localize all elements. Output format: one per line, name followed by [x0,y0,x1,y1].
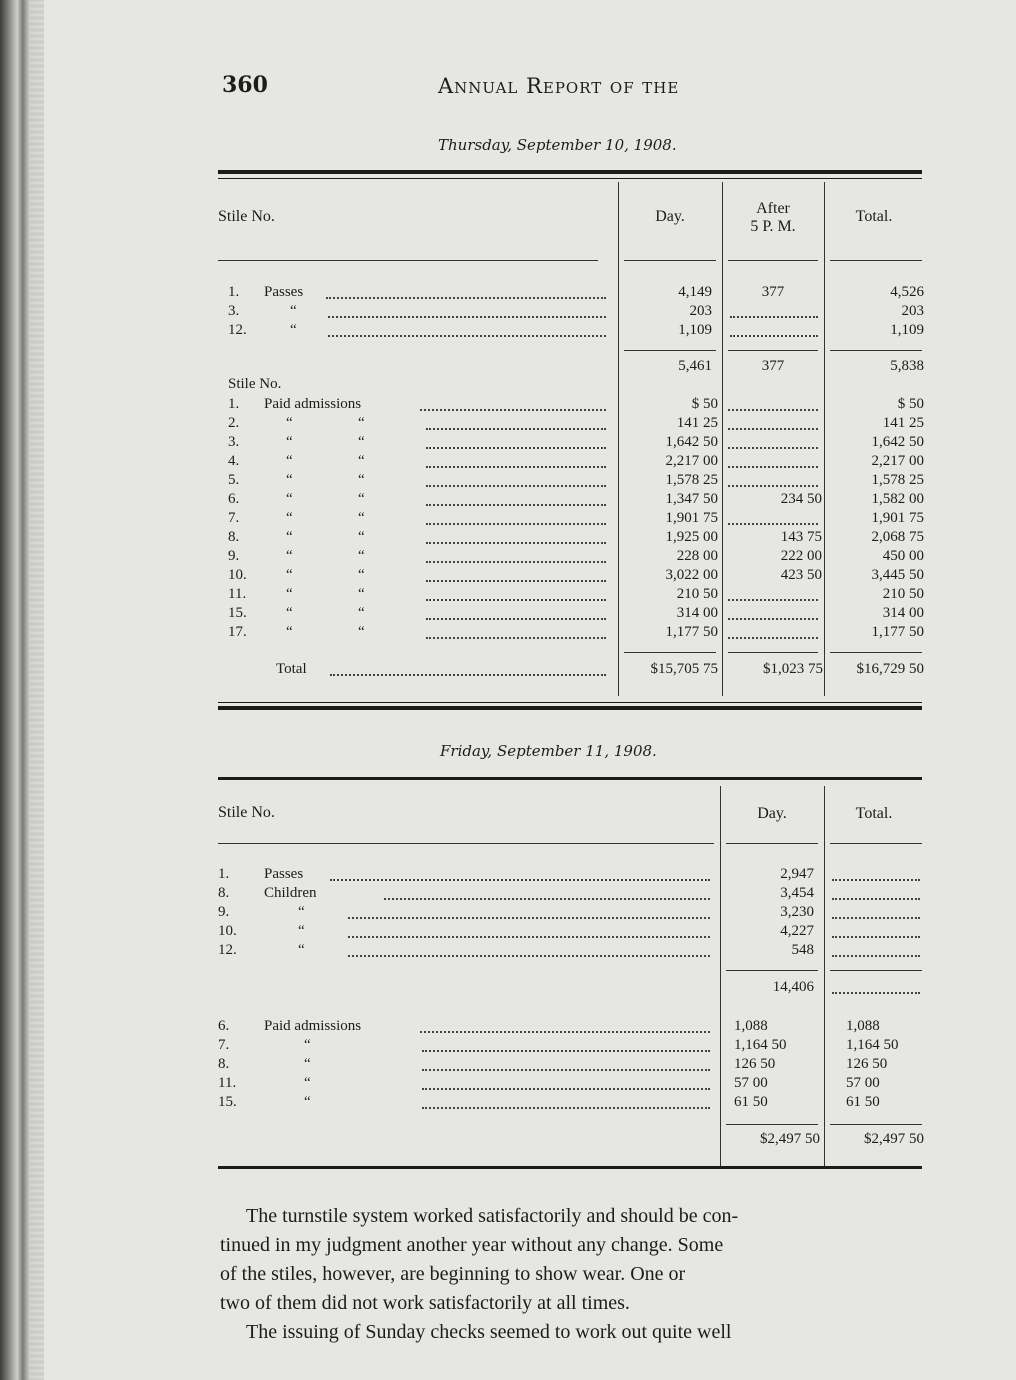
paragraph-line: two of them did not work satisfactorily at all times. [220,1292,630,1314]
thursday-header-total: Total. [855,208,893,225]
stile-number: 10. [218,923,237,939]
leader-dots [328,316,606,318]
friday-header-underline-total [830,843,922,844]
friday-header-day: Day. [757,805,787,822]
total-value: 141 25 [882,415,924,431]
ditto-mark: “ [286,586,293,602]
ditto-mark: “ [358,586,365,602]
day-value: 2,217 00 [665,453,718,469]
total-value: 450 00 [882,548,924,564]
leader-dots [420,1031,710,1033]
thursday-top-rule-thin [218,178,922,179]
thursday-header-underline-after [728,260,818,261]
day-value: 4,227 [780,923,814,939]
running-head: Annual Report of the [438,74,680,98]
ditto-mark: “ [304,1037,311,1053]
row-label: “ [298,923,305,939]
friday-caption: Friday, September 11, 1908. [440,742,657,760]
total-value: 1,642 50 [871,434,924,450]
thursday-total-leader [330,674,606,676]
leader-dots [422,1088,710,1090]
after-value: 234 50 [780,491,822,507]
leader-dots [328,335,606,337]
day-value: 1,164 50 [734,1037,787,1053]
friday-header-total: Total. [855,805,893,822]
thursday-header-underline-total [830,260,922,261]
day-value: 1,177 50 [665,624,718,640]
thursday-header-underline-day [624,260,716,261]
total-value: 1,901 75 [871,510,924,526]
leader-dots [426,428,606,430]
friday-col-divider-1 [720,786,721,1168]
day-value: 1,347 50 [665,491,718,507]
ditto-mark: “ [286,624,293,640]
friday-total-day: $2,497 50 [760,1131,820,1147]
friday-passes-subtotal-total-leader [832,992,920,994]
total-value: 1,582 00 [871,491,924,507]
day-value: $ 50 [691,396,718,412]
stile-number: 10. [228,567,247,583]
thursday-passes-subtotal-total: 5,838 [890,358,924,374]
thursday-passes-subtotal-rule-day [624,350,716,351]
total-value: 203 [901,303,924,319]
total-value: 2,068 75 [871,529,924,545]
row-label: Children [264,885,317,901]
row-label: Passes [264,284,304,300]
ditto-mark: “ [358,605,365,621]
stile-number: 4. [228,453,240,469]
leader-dots [426,542,606,544]
day-value: 3,022 00 [665,567,718,583]
total-leader [832,917,920,919]
ditto-mark: “ [286,510,293,526]
stile-number: 7. [228,510,240,526]
leader-dots [426,618,606,620]
ditto-mark: “ [304,1075,311,1091]
thursday-total-day: $15,705 75 [650,661,718,677]
thursday-caption: Thursday, September 10, 1908. [438,136,677,154]
total-value: 3,445 50 [871,567,924,583]
thursday-passes-subtotal-rule-after [728,350,818,351]
thursday-stile-label: Stile No. [228,376,282,392]
leader-dots [422,1050,710,1052]
thursday-col-divider-1 [618,182,619,696]
row-label: “ [290,303,297,319]
row-label: Paid admissions [264,396,362,412]
day-value: 61 50 [734,1094,768,1110]
ditto-mark: “ [358,548,365,564]
day-value: 126 50 [734,1056,776,1072]
friday-header-underline [218,843,714,844]
stile-number: 15. [218,1094,237,1110]
day-value: 3,454 [780,885,814,901]
thursday-header-day: Day. [655,208,685,225]
stile-number: 5. [228,472,240,488]
day-value: 210 50 [676,586,718,602]
leader-dots [426,599,606,601]
friday-total-rule-total [830,1124,922,1125]
day-value: 4,149 [678,284,712,300]
thursday-header-stile: Stile No. [218,208,275,225]
ditto-mark: “ [286,529,293,545]
thursday-total-rule-day [624,652,716,653]
after-leader [728,599,818,601]
friday-col-divider-2 [824,786,825,1168]
row-label: Passes [264,866,304,882]
stile-number: 7. [218,1037,230,1053]
day-value: 1,109 [678,322,712,338]
friday-passes-subtotal-rule-day [726,970,818,971]
stile-number: 17. [228,624,247,640]
stile-number: 8. [228,529,240,545]
friday-total-total: $2,497 50 [864,1131,924,1147]
day-value: 228 00 [676,548,718,564]
thursday-bottom-rule-thin [218,702,922,703]
total-leader [832,879,920,881]
leader-dots [426,504,606,506]
friday-top-rule [218,777,922,780]
total-leader [832,898,920,900]
thursday-passes-subtotal-day: 5,461 [678,358,712,374]
ditto-mark: “ [358,434,365,450]
total-value: 1,109 [890,322,924,338]
day-value: 141 25 [676,415,718,431]
day-value: 57 00 [734,1075,768,1091]
day-value: 2,947 [780,866,814,882]
stile-number: 3. [228,434,240,450]
leader-dots [348,936,710,938]
thursday-total-rule-total [830,652,922,653]
ditto-mark: “ [358,453,365,469]
thursday-header-underline [218,260,598,261]
ditto-mark: “ [304,1056,311,1072]
friday-bottom-rule [218,1166,922,1169]
after-leader [728,447,818,449]
paragraph-line: The turnstile system worked satisfactorily and should be con- [246,1205,739,1227]
paragraph-sunday-checks [220,1318,925,1347]
after-leader [728,466,818,468]
total-leader [832,955,920,957]
ditto-mark: “ [358,624,365,640]
thursday-passes-subtotal-rule-total [830,350,922,351]
total-value: 210 50 [882,586,924,602]
stile-number: 6. [218,1018,230,1034]
paragraph-turnstile [220,1202,925,1318]
total-value: 1,177 50 [871,624,924,640]
ditto-mark: “ [286,472,293,488]
leader-dots [426,466,606,468]
leader-dots [426,580,606,582]
friday-passes-subtotal-rule-total [830,970,922,971]
leader-dots [422,1107,710,1109]
leader-dots [330,879,710,881]
leader-dots [426,485,606,487]
stile-number: 11. [218,1075,237,1091]
ditto-mark: “ [286,491,293,507]
page-number: 360 [222,72,268,98]
row-label: “ [298,904,305,920]
stile-number: 1. [228,284,240,300]
total-value: 126 50 [846,1056,888,1072]
total-value: 1,578 25 [871,472,924,488]
ditto-mark: “ [358,415,365,431]
after-leader [728,428,818,430]
ditto-mark: “ [286,453,293,469]
thursday-passes-subtotal-after: 377 [761,358,785,374]
thursday-top-rule [218,170,922,174]
ditto-mark: “ [286,434,293,450]
after-value: 423 50 [780,567,822,583]
stile-number: 3. [228,303,240,319]
stile-number: 8. [218,1056,230,1072]
friday-header-stile: Stile No. [218,804,275,821]
after-leader [728,523,818,525]
thursday-header-after-1: After [756,200,790,217]
total-value: 1,088 [846,1018,880,1034]
stile-number: 12. [228,322,247,338]
after-leader [728,618,818,620]
after-value: 143 75 [780,529,822,545]
stile-number: 8. [218,885,230,901]
ditto-mark: “ [286,415,293,431]
ditto-mark: “ [358,529,365,545]
thursday-total-label: Total [276,661,307,677]
day-value: 1,925 00 [665,529,718,545]
total-value: 57 00 [846,1075,880,1091]
stile-number: 9. [228,548,240,564]
stile-number: 12. [218,942,237,958]
day-value: 3,230 [780,904,814,920]
after-value: 377 [761,284,785,300]
thursday-header-after-2: 5 P. M. [750,218,796,235]
day-value: 548 [791,942,814,958]
thursday-col-divider-3 [824,182,825,696]
day-value: 1,578 25 [665,472,718,488]
ditto-mark: “ [286,605,293,621]
thursday-bottom-rule [218,706,922,710]
stile-number: 1. [218,866,230,882]
leader-dots [426,561,606,563]
stile-number: 1. [228,396,240,412]
ditto-mark: “ [358,491,365,507]
row-label: “ [298,942,305,958]
total-value: 2,217 00 [871,453,924,469]
ditto-mark: “ [286,567,293,583]
ditto-mark: “ [286,548,293,564]
ditto-mark: “ [358,567,365,583]
day-value: 203 [689,303,712,319]
ditto-mark: “ [304,1094,311,1110]
friday-header-underline-day [726,843,818,844]
thursday-total-rule-after [728,652,818,653]
leader-dots [348,955,710,957]
after-leader [730,335,818,337]
after-value: 222 00 [780,548,822,564]
stile-number: 11. [228,586,247,602]
paragraph-line: of the stiles, however, are beginning to show wear. One or [220,1263,686,1285]
leader-dots [426,637,606,639]
leader-dots [426,523,606,525]
paragraph-line: The issuing of Sunday checks seemed to work out quite well [246,1321,732,1343]
total-value: 61 50 [846,1094,880,1110]
day-value: 1,901 75 [665,510,718,526]
day-value: 314 00 [676,605,718,621]
friday-total-rule-day [726,1124,818,1125]
after-leader [728,409,818,411]
total-value: 4,526 [890,284,924,300]
row-label: “ [290,322,297,338]
day-value: 1,642 50 [665,434,718,450]
thursday-total-total: $16,729 50 [856,661,924,677]
thursday-col-divider-2 [722,182,723,696]
after-leader [728,485,818,487]
after-leader [730,316,818,318]
row-label: Paid admissions [264,1018,362,1034]
leader-dots [420,409,606,411]
stile-number: 9. [218,904,230,920]
stile-number: 15. [228,605,247,621]
leader-dots [426,447,606,449]
leader-dots [384,898,710,900]
leader-dots [348,917,710,919]
total-value: 314 00 [882,605,924,621]
ditto-mark: “ [358,510,365,526]
thursday-total-after: $1,023 75 [763,661,823,677]
paragraph-line: tinued in my judgment another year without any change. Some [220,1234,724,1256]
stile-number: 6. [228,491,240,507]
friday-passes-subtotal-day: 14,406 [772,979,814,995]
leader-dots [422,1069,710,1071]
total-value: $ 50 [897,396,924,412]
leader-dots [326,297,606,299]
stile-number: 2. [228,415,240,431]
total-value: 1,164 50 [846,1037,899,1053]
total-leader [832,936,920,938]
after-leader [728,637,818,639]
ditto-mark: “ [358,472,365,488]
day-value: 1,088 [734,1018,768,1034]
